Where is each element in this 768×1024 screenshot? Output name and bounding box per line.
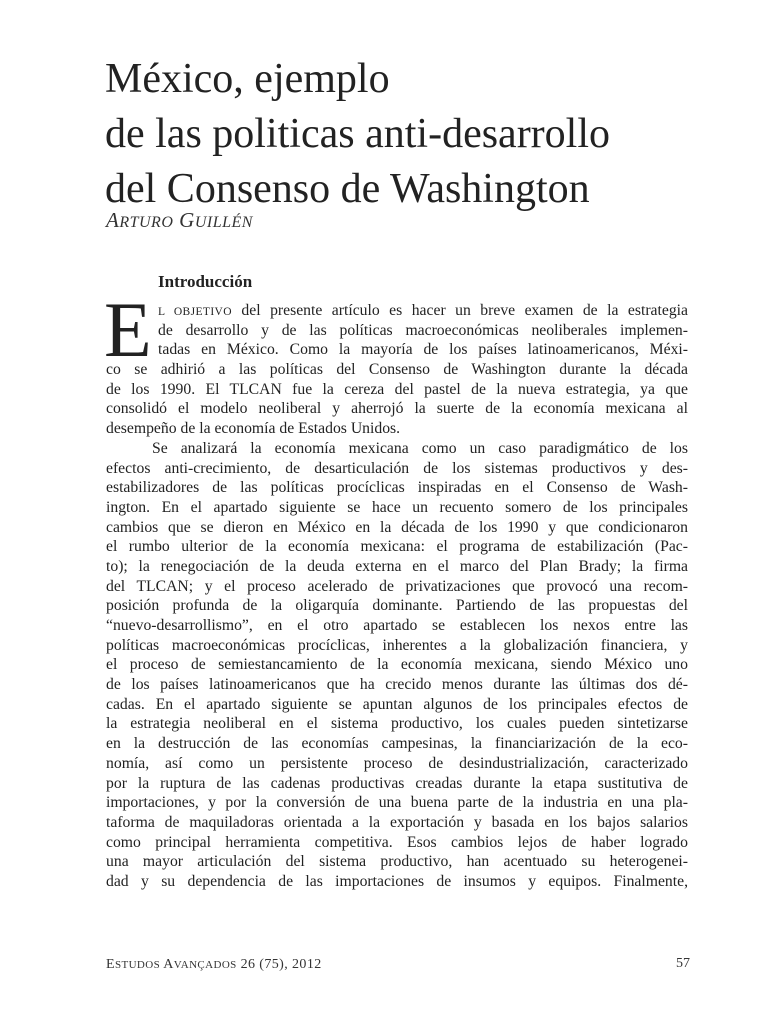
journal-smallcaps: VANÇADOS — [173, 959, 237, 971]
text-line: co se adhirió a las políticas del Consenso de Washington durante la década — [106, 361, 688, 379]
text-line: políticas macroeconómicas procíclicas, inherentes a la globalización financiera, y — [106, 636, 688, 654]
text-line: el rumbo ulterior de la economía mexicana: el programa de estabilización (Pac- — [106, 538, 688, 556]
text-line: por la ruptura de las cadenas productivas creadas durante la etapa sustitutiva de — [106, 774, 688, 792]
article-author — [106, 208, 253, 233]
page-number: 57 — [676, 956, 690, 971]
text-line: desempeño de la economía de Estados Unidos. — [106, 420, 401, 438]
text-line: de los países latinoamericanos que ha crecido menos durante las últimas dos dé- — [106, 676, 688, 694]
journal-initial: A — [163, 957, 174, 972]
text-line: del TLCAN; y el proceso acelerado de privatizaciones que provocó una recom- — [106, 577, 688, 595]
journal-initial: E — [106, 957, 115, 972]
text-line: consolidó el modelo neoliberal y aherrojó la suerte de la economía mexicana al — [106, 400, 688, 418]
title-line: del Consenso de Washington — [105, 166, 590, 212]
section-heading: Introducción — [158, 272, 253, 291]
text-line: una mayor articulación del sistema productivo, han acentuado su heterogenei- — [106, 853, 688, 871]
text-line: “nuevo-desarrollismo”, en el otro apartado se establecen los nexos entre las — [106, 617, 688, 634]
text-line: cadas. En el apartado siguiente se apuntan algunos de los principales efectos de — [106, 695, 688, 713]
paragraph-1 — [106, 301, 688, 439]
text-line: posición profunda de la oligarquía dominante. Partiendo de las propuestas del — [106, 597, 688, 615]
text-span: del presente artículo es hacer un breve examen de la estrategia — [231, 302, 688, 319]
text-line: la estrategia neoliberal en el sistema productivo, los cuales pueden sintetizarse — [106, 715, 688, 733]
journal-footer — [106, 957, 322, 973]
journal-smallcaps: STUDOS — [114, 959, 161, 971]
title-line: de las politicas anti-desarrollo — [105, 111, 611, 157]
text-line: importaciones, y por la conversión de una buena parte de la industria en una pla- — [106, 794, 688, 812]
text-line: de desarrollo y de las políticas macroeconómicas neoliberales implemen- — [158, 321, 688, 339]
paragraph-2 — [106, 439, 688, 892]
text-line: efectos anti-crecimiento, de desarticulación de los sistemas productivos y des- — [106, 459, 688, 477]
lead-smallcaps: L OBJETIVO — [158, 306, 232, 318]
text-line: de los 1990. El TLCAN fue la cereza del pastel de la nueva estrategia, ya que — [106, 380, 688, 398]
article-title — [105, 52, 725, 217]
text-line: ington. En el apartado siguiente se hace un recuento somero de los principales — [106, 498, 688, 516]
text-line: Se analizará la economía mexicana como un caso paradigmático de los — [152, 439, 688, 457]
article-body — [106, 301, 688, 892]
journal-issue: 26 (75), 2012 — [236, 957, 322, 972]
text-line: taforma de maquiladoras orientada a la exportación y basada en los bajos salarios — [106, 813, 688, 831]
title-line: México, ejemplo — [105, 56, 390, 102]
author-initial: G — [179, 208, 195, 232]
text-line: nomía, así como un persistente proceso de desindustrialización, caracterizado — [106, 754, 688, 772]
author-initial: A — [106, 208, 120, 232]
text-line: estabilizadores de las políticas procíclicas inspiradas en el Consenso de Wash- — [106, 479, 688, 497]
drop-cap: E — [104, 286, 152, 373]
author-smallcaps: RTURO — [119, 214, 174, 231]
text-line — [106, 301, 688, 321]
text-line: cambios que se dieron en México en la década de los 1990 y que condicionaron — [106, 518, 688, 536]
text-line: en la destrucción de las economías campesinas, la financiarización de la eco- — [106, 735, 688, 753]
text-line: to); la renegociación de la deuda externa en el marco del Plan Brady; la firma — [106, 557, 688, 575]
text-line: como principal herramienta competitiva. Esos cambios lejos de haber logrado — [106, 833, 688, 851]
text-line: dad y su dependencia de las importaciones de insumos y equipos. Finalmente, — [106, 872, 688, 890]
text-line: el proceso de semiestancamiento de la economía mexicana, siendo México uno — [106, 656, 688, 674]
author-smallcaps: UILLÉN — [194, 214, 253, 231]
text-line: tadas en México. Como la mayoría de los países latinoamericanos, Méxi- — [158, 341, 688, 359]
